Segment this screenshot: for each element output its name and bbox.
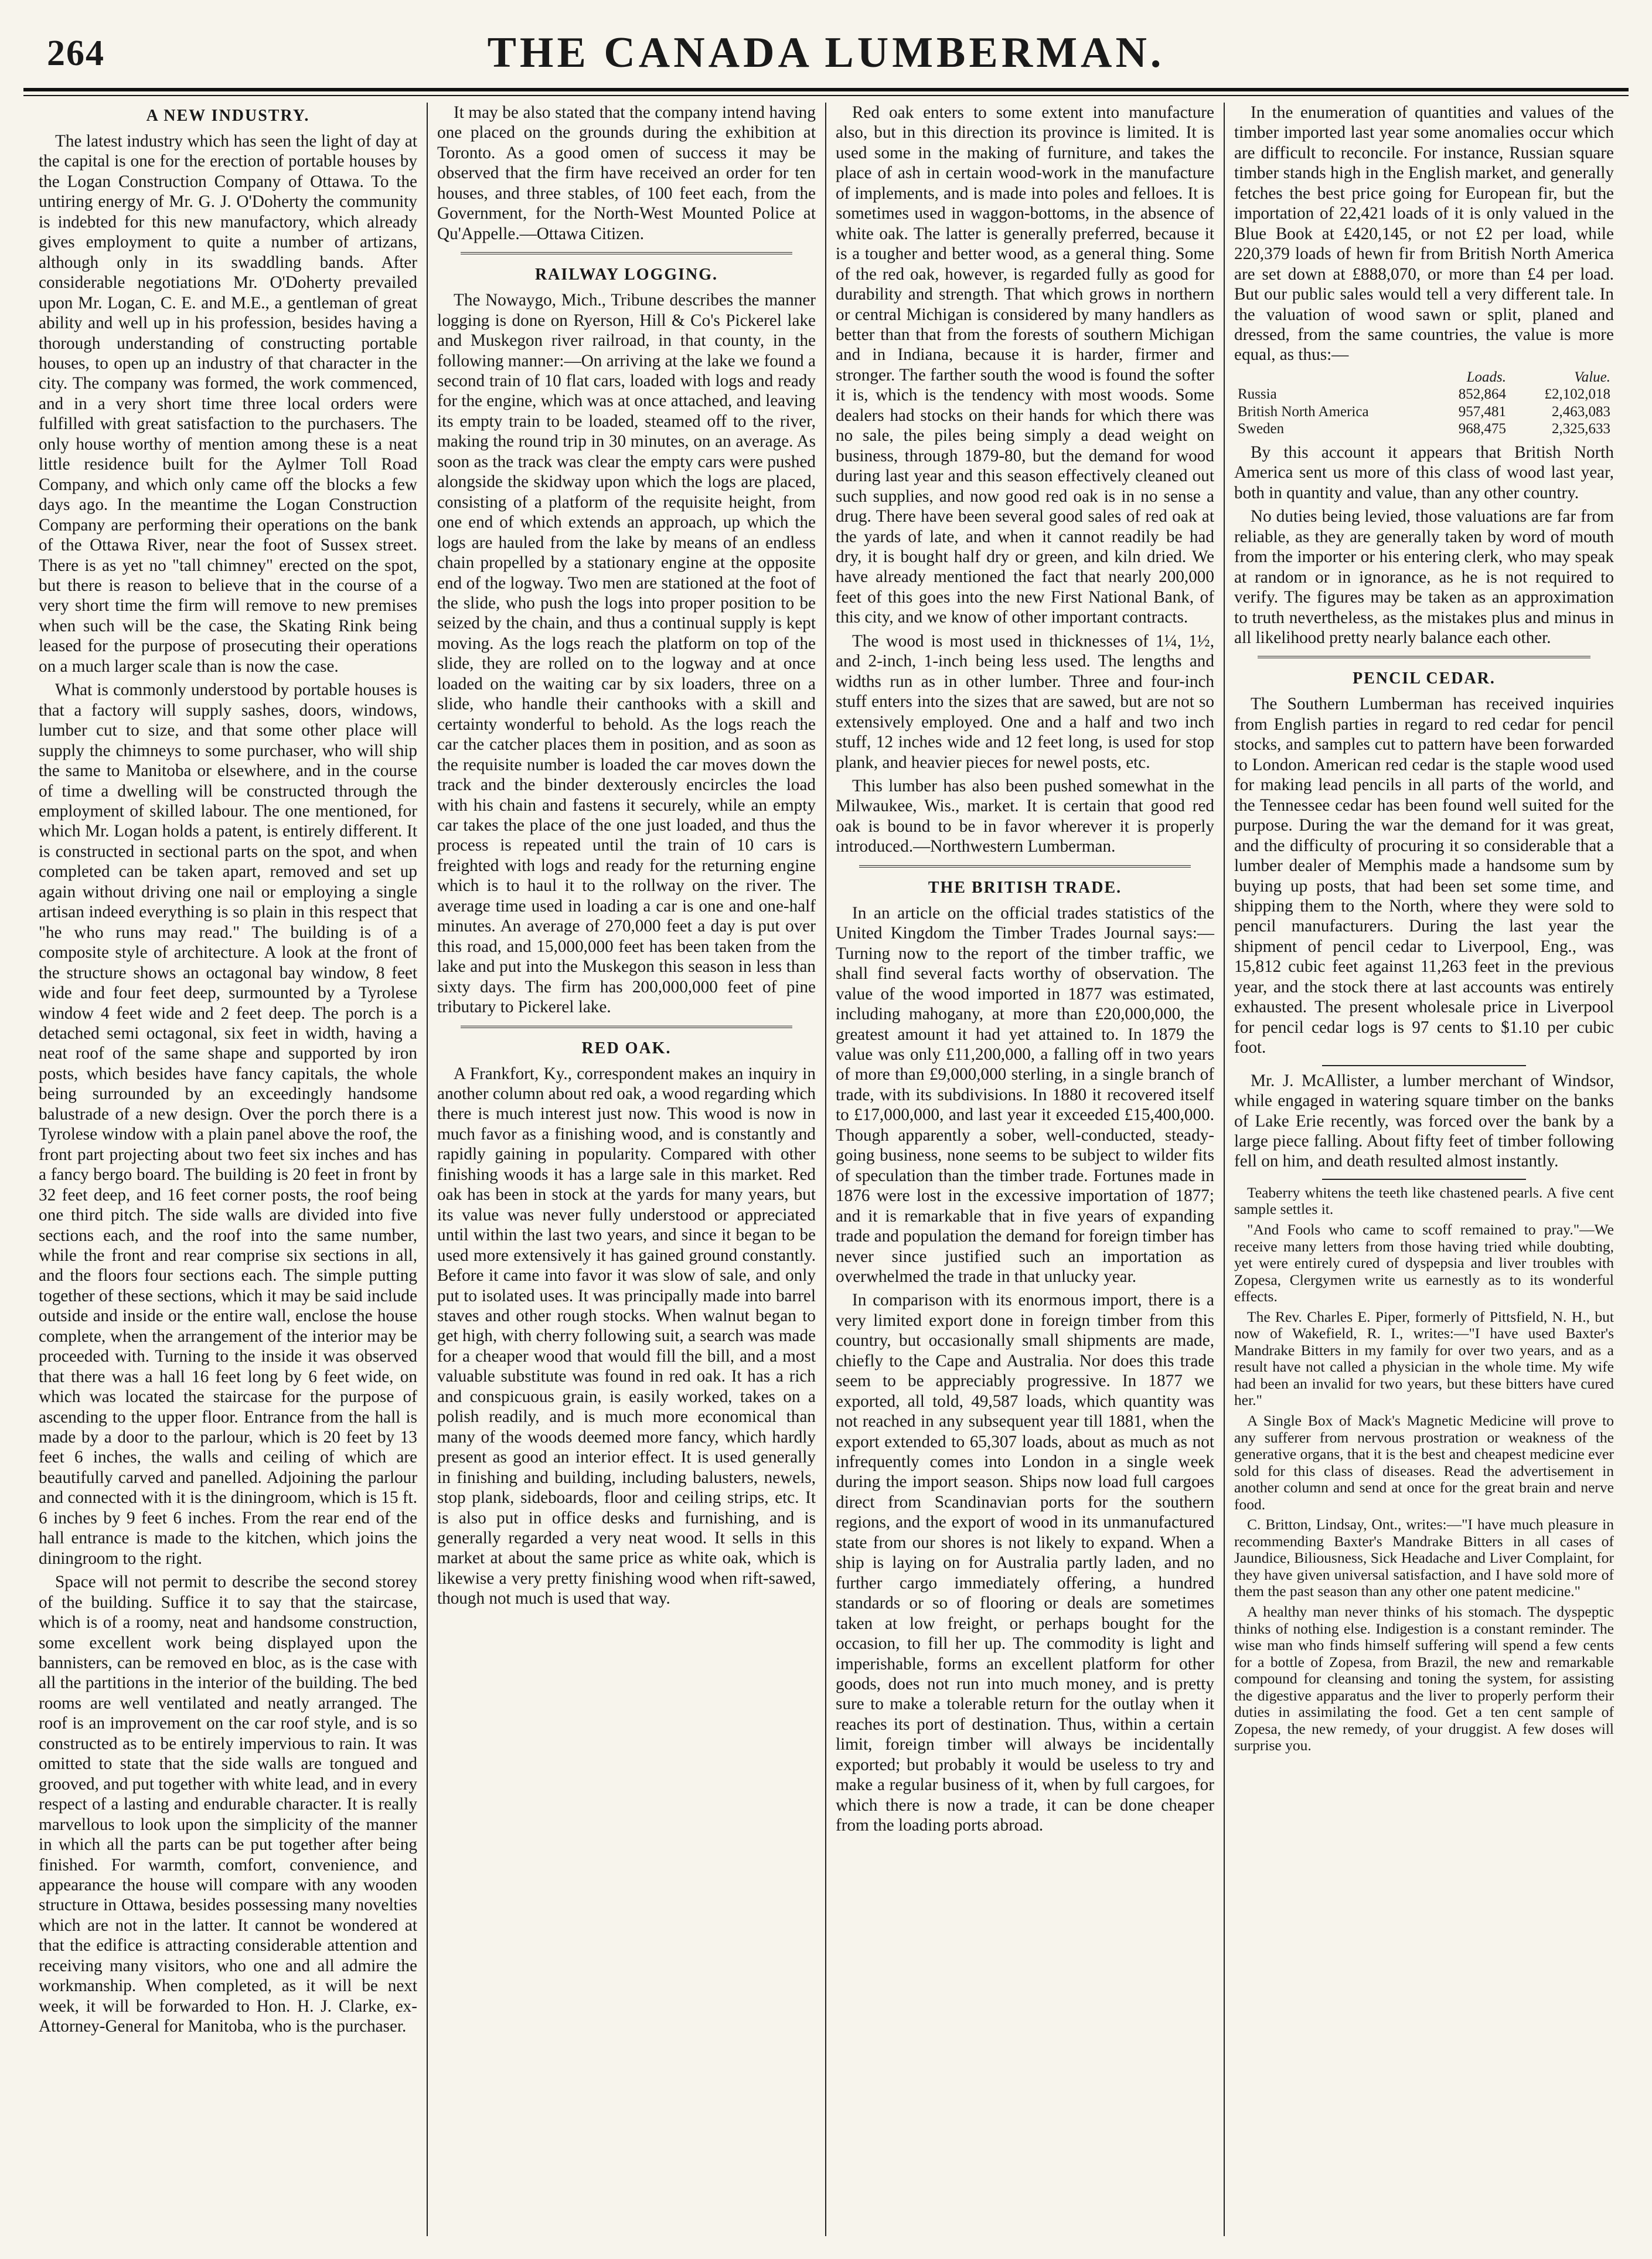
advertisement-paragraph: A healthy man never thinks of his stomach. The dyspeptic thinks of nothing else. Indigestion is a constant reminder. The wise man who finds himself suffering will spend a few cents for a bottle of Zopesa, from Brazil, the new and remarkable compound for cleansing and toning the system, for assisting the digestive apparatus and the liver to properly perform their duties in assimilating the food. Get a ten cent sample of Zopesa, the new remedy, of your druggist. A few doses will surprise you. xyxy=(1234,1603,1614,1754)
section-divider xyxy=(859,865,1191,867)
article-paragraph: It may be also stated that the company intend having one placed on the grounds during the exhibition at Toronto. As a good omen of success it may be observed that the firm have received an order for ten houses, and three stables, of 100 feet each, from the Government, for the North-West Mounted Police at Qu'Appelle.—Ottawa Citizen. xyxy=(437,103,816,243)
article-heading-new-industry: A NEW INDUSTRY. xyxy=(146,107,310,125)
masthead-rule-thin xyxy=(23,95,1629,96)
table-cell-loads: 968,475 xyxy=(1458,421,1507,437)
table-cell-loads: 957,481 xyxy=(1458,403,1507,420)
column-4 xyxy=(1225,103,1623,2236)
table-cell-value: £2,102,018 xyxy=(1544,386,1610,403)
table-cell-value: 2,463,083 xyxy=(1552,403,1610,420)
advertisement-paragraph: "And Fools who came to scoff remained to pray."—We receive many letters from those having tried while doubting, yet were entirely cured of dyspepsia and liver troubles with Zopesa, Clergymen write us earnestly as to its wonderful effects. xyxy=(1234,1220,1614,1305)
article-heading-red-oak: RED OAK. xyxy=(581,1039,672,1057)
timber-import-table xyxy=(1234,369,1614,438)
article-paragraph: By this account it appears that British North America sent us more of this class of wood last year, both in quantity and value, than any other country. xyxy=(1234,443,1614,502)
article-paragraph: No duties being levied, those valuations are far from reliable, as they are generally taken by word of mouth from the importer or his entering clerk, who may speak at random or in ignorance, as he is not required to verify. The figures may be taken as an approximation to truth nevertheless, as the mistakes plus and minus in all likelihood pretty nearly balance each other. xyxy=(1234,507,1614,647)
article-paragraph: The Nowaygo, Mich., Tribune describes the manner logging is done on Ryerson, Hill & Co's Pickerel lake and Muskegon river railroad, in that county, in the following manner:—On arriving at the lake we found a second train of 10 flat cars, loaded with logs and ready for the engine, which was at once attached, and leaving its empty train to be loaded, steamed off to the river, making the round trip in 30 minutes, on an average. As soon as the track was clear the empty cars were pushed alongside the skidway upon which the logs are placed, consisting of a platform of the requisite height, from one end of which extends an approach, up which the logs are hauled from the lake by means of an endless chain propelled by a stationary engine at the opposite end of the logway. Two men are stationed at the foot of the slide, who push the logs into proper position to be seized by the chain, and thus a continual supply is kept moving. As the logs reach the platform on top of the slide, they are rolled on to the logway and at once loaded on the waiting car by six loaders, three on a slide, who handle their canthooks with a skill and certainty wonderful to behold. As the logs reach the car the catcher places them in position, and as soon as the requisite number is loaded the car moves down the track and the binder dexterously encircles the load with his chain and fastens it securely, while an empty car takes the place of the one just loaded, and thus the process is repeated until the train of 10 cars is freighted with logs and ready for the returning engine which is to haul it to the rollway on the river. The average time used in loading a car is one and one-half minutes. An average of 270,000 feet a day is put over this road, and 15,000,000 feet has been taken from the lake and put into the Muskegon this season in less than sixty days. The firm has 200,000,000 feet of pine tributary to Pickerel lake. xyxy=(437,291,816,1017)
table-header-row xyxy=(1234,369,1614,386)
newspaper-title: THE CANADA LUMBERMAN. xyxy=(487,29,1165,77)
advertisement-paragraph: C. Britton, Lindsay, Ont., writes:—"I have much pleasure in recommending Baxter's Mandrake Bitters in all cases of Jaundice, Biliousness, Sick Headache and Liver Complaint, for they have given universal satisfaction, and I have sold more of them the past season than any other one patent medicine." xyxy=(1234,1516,1614,1600)
page-columns xyxy=(29,103,1623,2236)
article-heading-pencil-cedar: PENCIL CEDAR. xyxy=(1353,669,1496,688)
article-paragraph: Space will not permit to describe the second storey of the building. Suffice it to say that the staircase, which is of a roomy, neat and handsome construction, some excellent work being displayed upon the bannisters, can be removed en bloc, as is the case with all the partitions in the interior of the building. The bed rooms are well ventilated and neatly arranged. The roof is an improvement on the car roof style, and is so constructed as to be entirely impervious to rain. It was omitted to state that the side walls are tongued and grooved, and put together with white lead, and in every respect of a lasting and endurable character. It is really marvellous to look upon the simplicity of the manner in which all the parts can be put together after being finished. For warmth, comfort, convenience, and appearance the house will compare with any wooden structure in Ottawa, besides possessing many novelties which are not in the latter. It cannot be wondered at that the edifice is attracting considerable attention and receiving many visitors, who one and all admire the workmanship. When completed, as it will be next week, it will be forwarded to Hon. H. J. Clarke, ex-Attorney-General for Manitoba, who is the purchaser. xyxy=(39,1573,417,2036)
table-row xyxy=(1234,403,1614,421)
column-3 xyxy=(826,103,1225,2236)
table-header-cell: Loads. xyxy=(1466,369,1507,385)
table-cell-loads: 852,864 xyxy=(1458,386,1507,403)
table-header-cell: Value. xyxy=(1574,369,1610,385)
section-divider xyxy=(461,1026,792,1028)
table-cell-value: 2,325,633 xyxy=(1552,421,1610,437)
section-divider xyxy=(1258,656,1590,658)
masthead xyxy=(23,22,1629,87)
page-number: 264 xyxy=(47,33,105,73)
article-paragraph: In the enumeration of quantities and values of the timber imported last year some anomalies occur which are difficult to reconcile. For instance, Russian square timber stands high in the English market, and generally fetches the best price going for European fir, but the importation of 22,421 loads of it is only valued in the Blue Book at £420,145, or not £2 per load, while 220,379 loads of hewn fir from British North America are set down at £888,070, or more than £4 per load. But our public sales would tell a very different tale. In the valuation of wood sawn or split, planed and dressed, from the same countries, the value is more equal, as thus:— xyxy=(1234,103,1614,365)
section-divider xyxy=(1322,1065,1526,1066)
article-paragraph: The wood is most used in thicknesses of 1¼, 1½, and 2-inch, 1-inch being less used. The lengths and widths run as in other lumber. Three and four-inch stuff enters into the sizes that are sawed, but are not so extensively employed. One and a half and two inch stuff, 12 inches wide and 12 feet long, is used for stop plank, and heavier pieces for newel posts, etc. xyxy=(836,631,1214,772)
article-paragraph: The Southern Lumberman has received inquiries from English parties in regard to red cedar for pencil stocks, and samples cut to pattern have been forwarded to London. American red cedar is the staple wood used for making lead pencils in all parts of the world, and the Tennessee cedar has been found well suited for the purpose. During the war the demand for it was great, and the difficulty of procuring it so considerable that a lumber dealer of Memphis made a handsome sum by buying up posts, that had been set some time, and shipping them to the North, where they were sold to pencil manufacturers. During the last year the shipment of pencil cedar to Liverpool, Eng., was 15,812 cubic feet against 11,263 feet in the previous year, and the stock there at last accounts was entirely exhausted. The present wholesale price in Liverpool for pencil cedar logs is 97 cents to $1.10 per cubic foot. xyxy=(1234,695,1614,1057)
advertisement-paragraph: Teaberry whitens the teeth like chastened pearls. A five cent sample settles it. xyxy=(1234,1183,1614,1218)
article-paragraph: A Frankfort, Ky., correspondent makes an inquiry in another column about red oak, a wood regarding which there is much interest just now. This wood is now in much favor as a finishing wood, and is constantly and rapidly gaining in popularity. Compared with other finishing woods it has a large sale in this market. Red oak has been in stock at the yards for many years, but its value was never fully understood or appreciated until within the last two years, and since it began to be used more extensively it has gained ground constantly. Before it came into favor it was slow of sale, and only put to isolated uses. It was principally made into barrel staves and other rough stocks. When walnut began to get high, with cherry following suit, a search was made for a cheaper wood that would fill the bill, and a most valuable substitute was found in red oak. It has a rich and conspicuous grain, is easily worked, takes on a polish readily, and is much more economical than many of the woods deemed more fancy, which hardly present as good an interior effect. It is used generally in finishing and building, including balusters, newels, stop plank, sideboards, floor and ceiling strips, etc. It is also put in office desks and furnishing, and is generally regarded a very neat wood. It sells in this market at about the same price as white oak, which is likewise a very pretty finishing wood when rift-sawed, though not much is used that way. xyxy=(437,1064,816,1608)
article-paragraph: In comparison with its enormous import, there is a very limited export done in foreign timber from this country, but occasionally small shipments are made, chiefly to the Cape and Australia. Nor does this trade seem to be appreciably progressive. In 1877 we exported, all told, 49,587 loads, which quantity was not reached in any subsequent year till 1881, when the export extended to 65,307 loads, about as much as not infrequently comes into London in a single week during the import season. Ships now load full cargoes direct from Scandinavian ports for the southern regions, and the export of wood in its unmanufactured state from our shores is not likely to expand. When a ship is laying on for Australia partly laden, and no further cargo immediately offering, a hundred standards or so of flooring or deals are sometimes taken at low freight, or perhaps bought for the occasion, to fill her up. The commodity is light and imperishable, forms an excellent platform for other goods, does not run into much money, and is pretty sure to make a tolerable return for the outlay when it reaches its port of destination. Thus, within a certain limit, foreign timber will always be incidentally exported; but probably it would be useless to try and make a regular business of it, when by full cargoes, for which there is now a trade, it can be done cheaper from the loading ports abroad. xyxy=(836,1291,1214,1835)
column-2 xyxy=(428,103,826,2236)
article-paragraph: This lumber has also been pushed somewhat in the Milwaukee, Wis., market. It is certain that good red oak is bound to be in favor wherever it is properly introduced.—Northwestern Lumberman. xyxy=(836,776,1214,856)
article-paragraph: What is commonly understood by portable houses is that a factory will supply sashes, doors, windows, lumber cut to size, and that some other place will supply the chimneys to some purchaser, who will ship the same to Manitoba or elsewhere, and in the course of time a dwelling will be constructed through the employment of skilled labour. The one mentioned, for which Mr. Logan holds a patent, is entirely different. It is constructed in sectional parts on the spot, and when completed can be taken apart, removed and set up again without driving one nail or employing a single artisan indeed everything is so plain in this respect that "he who runs may read." The building is of a composite style of architecture. A look at the front of the structure shows an octagonal bay window, 8 feet wide and four feet deep, surmounted by a Tyrolese window 4 feet wide and 2 feet deep. The porch is a detached semi octagonal, six feet in width, having a neat roof of the same shape and supported by iron posts, which besides have fancy capitals, the whole being surrounded by an exceedingly handsome balustrade of a new design. Over the porch there is a Tyrolese window with a plain panel above the roof, the front part projecting about two feet six inches and has a fancy bergo board. The building is 20 feet in front by 32 feet deep, and 16 feet corner posts, the roof being one third pitch. The side walls are divided into five sections each, and the roof into the same number, while the front and rear comprise six sections in all, and the floors four sections each. The simple putting together of these sections, which it may be said include outside and inside or the entire wall, enclose the house complete, when the arrangement of the interior may be proceeded with. Turning to the inside it was observed that there was a hall 16 feet long by 6 feet wide, on which was located the staircase for the purpose of ascending to the upper floor. Entrance from the hall is made by a door to the parlour, which is 20 feet by 13 feet 6 inches, the walls and ceiling of which are beautifully carved and panelled. Adjoining the parlour and connected with it is the diningroom, which is 15 ft. 6 inches by 9 feet 6 inches. From the rear end of the hall entrance is made to the kitchen, which joins the diningroom to the right. xyxy=(39,681,417,1568)
table-row xyxy=(1234,420,1614,438)
article-paragraph: The latest industry which has seen the light of day at the capital is one for the erection of portable houses by the Logan Construction Company of Ottawa. To the untiring energy of Mr. G. J. O'Doherty the community is indebted for this new manufactory, which already gives employment to quite a number of artizans, although only in its swaddling bands. After considerable negotiations Mr. O'Doherty prevailed upon Mr. Logan, C. E. and M.E., a gentleman of great ability and well up in his profession, besides having a thorough understanding of constructing portable houses, to open up an industry of that character in the city. The company was formed, the work commenced, and in a very short time three local orders were fulfilled with great satisfaction to the purchasers. The only house worthy of mention among these is a neat little residence built for the Aylmer Toll Road Company, and which only came off the blocks a few days ago. In the meantime the Logan Construction Company are performing their operations on the bank of the Ottawa River, near the foot of Sussex street. There is as yet no "tall chimney" erected on the spot, but there is reason to believe that in the course of a very short time the firm will remove to new premises when such will be the case, the Skating Rink being leased for the purpose of prosecuting their operations on a much larger scale than is now the case. xyxy=(39,132,417,676)
masthead-rule-thick xyxy=(23,88,1629,91)
table-row xyxy=(1234,386,1614,403)
article-paragraph: Red oak enters to some extent into manufacture also, but in this direction its province is limited. It is used some in the making of furniture, and takes the place of ash in certain wood-work in the manufacture of implements, and is made into poles and felloes. It is sometimes used in waggon-bottoms, in the absence of white oak. The latter is generally preferred, because it is a tougher and better wood, as a general thing. Some of the red oak, however, is regarded fully as good for durability and strength. That which grows in northern or central Michigan is considered by many handlers as better than that from the forests of southern Michigan and in Indiana, because it is harder, firmer and stronger. The farther south the wood is found the softer it is, which is the tendency with most woods. Some dealers had stocks on their hands for which there was no sale, the piles being simply a dead weight on business, through 1879-80, but the demand for wood during last year and this season effectively cleaned out such supplies, and now good red oak is in no sense a drug. There have been several good sales of red oak at the yards of late, and when it cannot readily be had dry, it is bought half dry or green, and kiln dried. We have already mentioned the fact that nearly 200,000 feet of this goes into the new First National Bank, of this city, and we know of other important contracts. xyxy=(836,103,1214,627)
advertisement-paragraph: A Single Box of Mack's Magnetic Medicine will prove to any sufferer from nervous prostration or weakness of the generative organs, that it is the best and cheapest medicine ever sold for this class of diseases. Read the advertisement in another column and send at once for the great brain and nerve food. xyxy=(1234,1411,1614,1513)
column-1 xyxy=(29,103,428,2236)
advertisement-paragraph: The Rev. Charles E. Piper, formerly of Pittsfield, N. H., but now of Wakefield, R. I., writes:—"I have used Baxter's Mandrake Bitters in my family for over two years, and as a result have not called a physician in the whole time. My wife had been an invalid for two years, but these bitters have cured her." xyxy=(1234,1308,1614,1409)
article-paragraph: In an article on the official trades statistics of the United Kingdom the Timber Trades Journal says:—Turning now to the report of the timber traffic, we shall find several facts worthy of observation. The value of the wood imported in 1877 was estimated, including mahogany, at more than £20,000,000, the greatest amount it had yet attained to. In 1879 the value was only £11,200,000, a falling off in two years of more than £9,000,000 sterling, in a single branch of trade, with its subdivisions. In 1880 it recovered itself to £17,000,000, and last year it exceeded £15,400,000. Though apparently a sober, well-conducted, steady-going business, none seems to be subject to wilder fits of speculation than the timber trade. Fortunes made in 1876 were lost in the excessive importation of 1877; and it is remarkable that in five years of expanding trade and population the demand for foreign timber has never since justified such an importation as overwhelmed the trade in that unlucky year. xyxy=(836,903,1214,1286)
table-cell-country: Russia xyxy=(1238,386,1277,403)
table-cell-country: Sweden xyxy=(1238,421,1285,437)
article-heading-railway-logging: RAILWAY LOGGING. xyxy=(534,266,718,284)
article-paragraph: Mr. J. McAllister, a lumber merchant of Windsor, while engaged in watering square timber on the banks of Lake Erie recently, was forced over the bank by a large piece falling. About fifty feet of timber following fell on him, and death resulted almost instantly. xyxy=(1234,1071,1614,1171)
section-divider xyxy=(1322,1179,1526,1180)
table-cell-country: British North America xyxy=(1238,403,1369,420)
article-heading-british-trade: THE BRITISH TRADE. xyxy=(928,878,1122,897)
section-divider xyxy=(461,252,792,254)
table-header-cell xyxy=(1234,369,1432,386)
